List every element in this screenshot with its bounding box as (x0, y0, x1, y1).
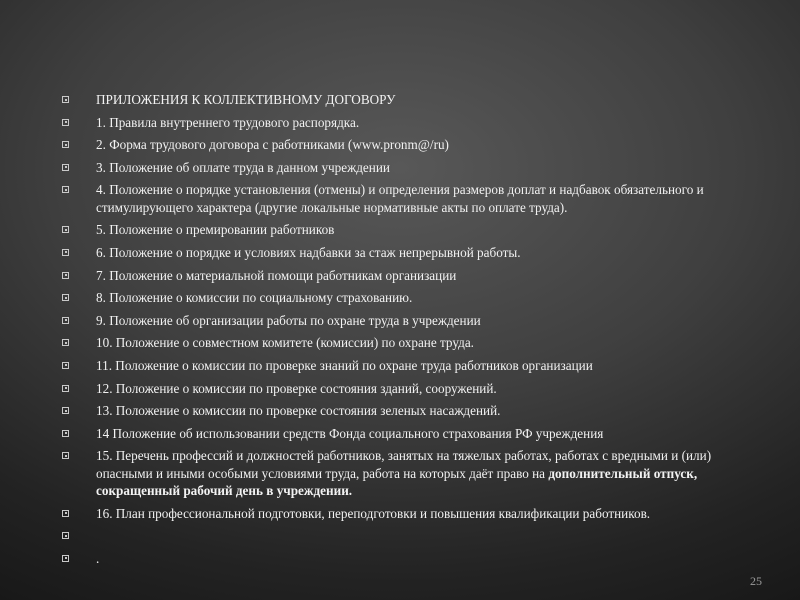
list-item-text: 15. Перечень профессий и должностей работников, занятых на тяжелых работах, работах с вредными и (или) опасными и иными особыми условиями труда, работа на которых даёт право на (96, 448, 712, 481)
list-item (62, 114, 762, 131)
list-item (62, 244, 762, 261)
bullet-list (62, 91, 762, 573)
square-bullet-icon (62, 119, 69, 126)
list-item-bold-text: дополнительный отпуск, сокращенный рабочий день в учреждении. (96, 465, 698, 499)
list-item (62, 159, 762, 176)
list-item (62, 221, 762, 238)
list-item-text: ПРИЛОЖЕНИЯ К КОЛЛЕКТИВНОМУ ДОГОВОРУ (96, 92, 396, 107)
list-item (62, 181, 762, 216)
square-bullet-icon (62, 385, 69, 392)
list-item-text: 7. Положение о материальной помощи работникам организации (96, 267, 457, 283)
list-item (62, 289, 762, 306)
list-item (62, 267, 762, 284)
list-item (62, 136, 762, 153)
list-item-text: 16. План профессиональной подготовки, переподготовки и повышения квалификации работников. (96, 505, 651, 521)
list-item (62, 527, 762, 544)
square-bullet-icon (62, 339, 69, 346)
square-bullet-icon (62, 96, 69, 103)
list-item (62, 312, 762, 329)
page-number: 25 (750, 574, 762, 588)
square-bullet-icon (62, 317, 69, 324)
square-bullet-icon (62, 510, 69, 517)
list-item-text: 6. Положение о порядке и условиях надбавки за стаж непрерывной работы. (96, 244, 521, 260)
list-item (62, 447, 762, 499)
list-item-text: 13. Положение о комиссии по проверке состояния зеленых насаждений. (96, 403, 501, 419)
list-item (62, 91, 762, 108)
list-item (62, 550, 762, 567)
square-bullet-icon (62, 294, 69, 301)
list-item-text: 3. Положение об оплате труда в данном учреждении (96, 159, 390, 175)
list-item (62, 505, 762, 522)
square-bullet-icon (62, 226, 69, 233)
list-item-text: 11. Положение о комиссии по проверке знаний по охране труда работников организации (96, 357, 593, 373)
square-bullet-icon (62, 430, 69, 437)
list-item (62, 357, 762, 374)
list-item-text: 10. Положение о совместном комитете (комиссии) по охране труда. (96, 335, 474, 351)
square-bullet-icon (62, 362, 69, 369)
list-item-text: 8. Положение о комиссии по социальному страхованию. (96, 290, 413, 306)
list-item-text: 9. Положение об организации работы по охране труда в учреждении (96, 312, 481, 328)
list-item (62, 334, 762, 351)
list-item (62, 402, 762, 419)
square-bullet-icon (62, 407, 69, 414)
square-bullet-icon (62, 532, 69, 539)
square-bullet-icon (62, 272, 69, 279)
list-item-text: 5. Положение о премировании работников (96, 222, 335, 238)
list-item-text: 12. Положение о комиссии по проверке состояния зданий, сооружений. (96, 380, 497, 396)
list-item-text: 14 Положение об использовании средств Фонда социального страхования РФ учреждения (96, 425, 604, 441)
square-bullet-icon (62, 164, 69, 171)
list-item (62, 380, 762, 397)
square-bullet-icon (62, 555, 69, 562)
list-item-text: . (96, 550, 100, 566)
square-bullet-icon (62, 249, 69, 256)
square-bullet-icon (62, 452, 69, 459)
list-item-text: 2. Форма трудового договора с работниками (www.pronm@/ru) (96, 137, 449, 153)
list-item-text: 1. Правила внутреннего трудового распорядка. (96, 114, 360, 130)
list-item (62, 425, 762, 442)
square-bullet-icon (62, 186, 69, 193)
square-bullet-icon (62, 141, 69, 148)
list-item-text: 4. Положение о порядке установления (отмены) и определения размеров доплат и надбавок обязательного и стимулирующего характера (другие локальные нормативные акты по оплате труда). (96, 182, 704, 215)
